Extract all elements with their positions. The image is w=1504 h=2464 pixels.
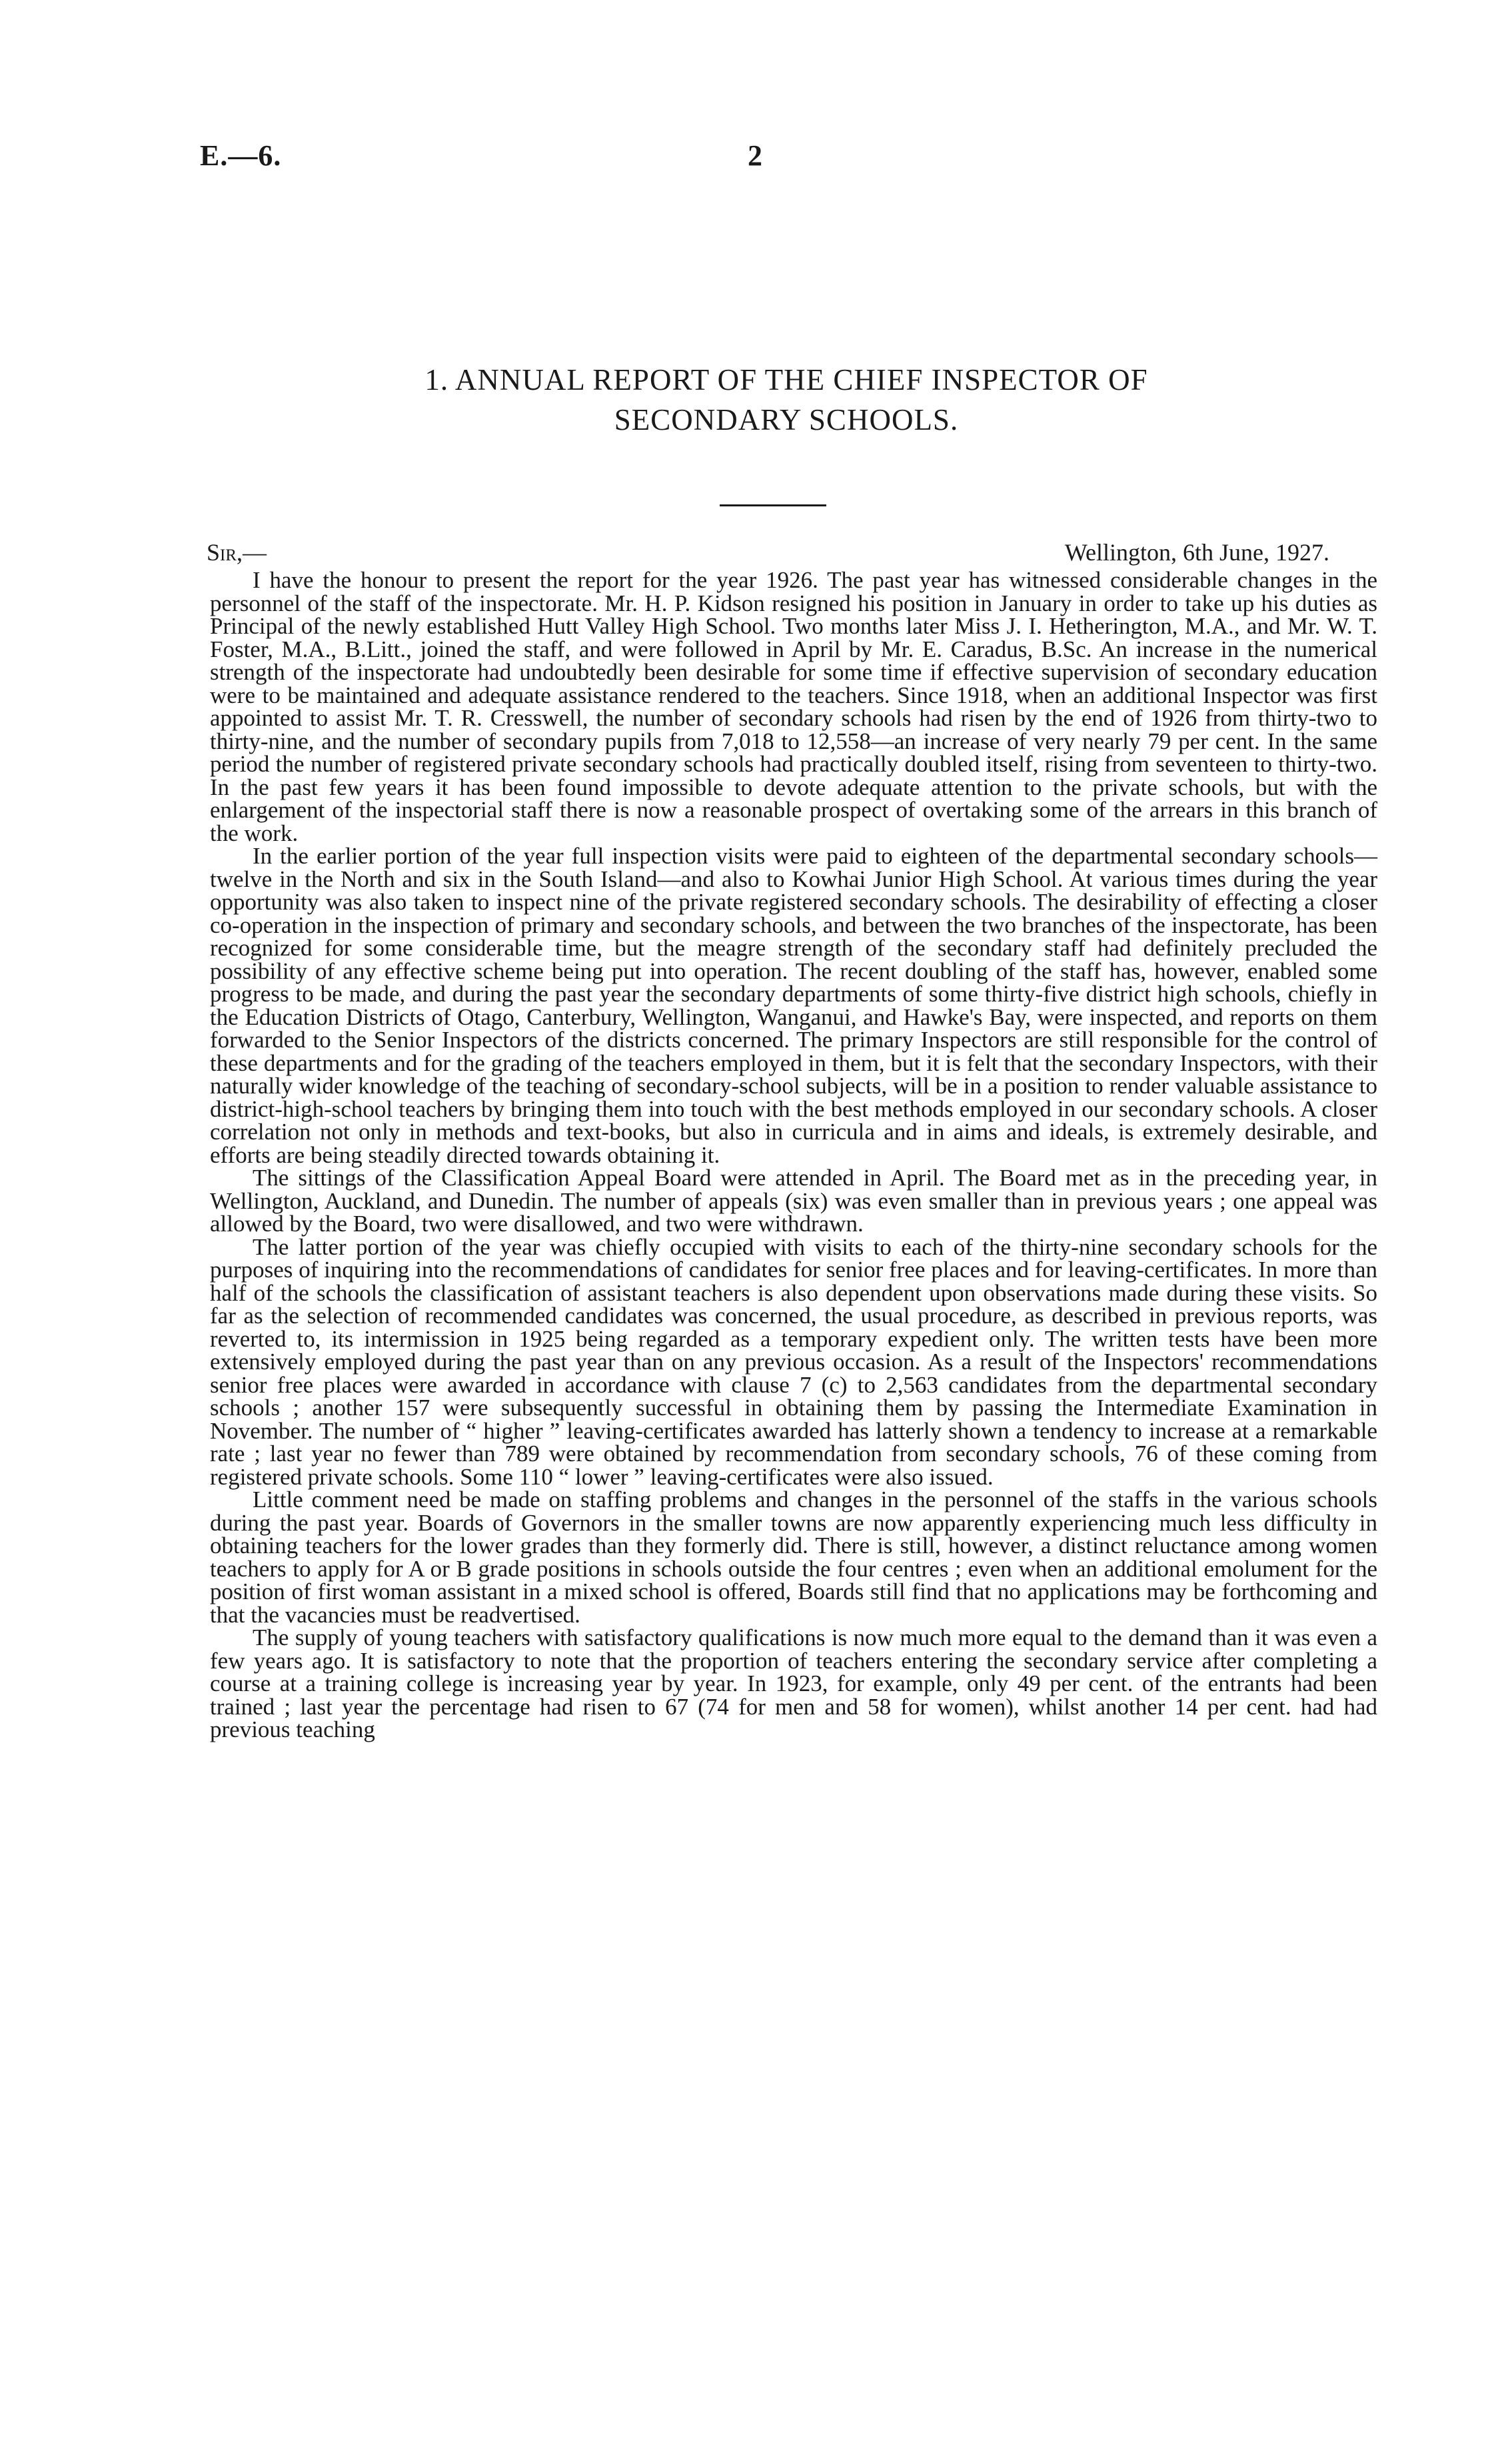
report-title-line-2: SECONDARY SCHOOLS. [614,403,959,436]
title-divider [720,504,826,506]
paragraph-inspection-visits: In the earlier portion of the year full inspection visits were paid to eighteen of the departmental secondary schools—twelve in the North and six in the South Island—and also to Kowhai Junior High School. At various times during the year opportunity was also taken to inspect nine of the private registered secondary schools. The desirability of effecting a closer co-operation in the inspection of primary and secondary schools, and between the two branches of the inspectorate, has been recognized for some considerable time, but the meagre strength of the secondary staff had definitely precluded the possibility of any effective scheme being put into operation. The recent doubling of the staff has, however, enabled some progress to be made, and during the past year the secondary departments of some thirty-five district high schools, chiefly in the Education Districts of Otago, Canterbury, Wellington, Wanganui, and Hawke's Bay, were inspected, and reports on them forwarded to the Senior Inspectors of the districts concerned. The primary Inspectors are still responsible for the control of these departments and for the grading of the teachers employed in them, but it is felt that the secondary Inspectors, with their naturally wider knowledge of the teaching of secondary-school subjects, will be in a position to render valuable assistance to district-high-school teachers by bringing them into touch with the best methods employed in our secondary schools. A closer correlation not only in methods and text-books, but also in curricula and in aims and ideals, is extremely desirable, and efforts are being steadily directed towards obtaining it. [210,843,1377,1168]
salutation: Sir,— [207,539,267,566]
report-body [210,569,1377,1742]
report-title [200,360,1373,440]
report-title-line-1: 1. ANNUAL REPORT OF THE CHIEF INSPECTOR OF [424,363,1148,396]
paragraph-staff-changes: I have the honour to present the report for the year 1926. The past year has witnessed considerable changes in the personnel of the staff of the inspectorate. Mr. H. P. Kidson resigned his position in January in order to take up his duties as Principal of the newly established Hutt Valley High School. Two months later Miss J. I. Hetherington, M.A., and Mr. W. T. Foster, M.A., B.Litt., joined the staff, and were followed in April by Mr. E. Caradus, B.Sc. An increase in the numerical strength of the inspectorate had undoubtedly been desirable for some time if effective supervision of secondary education were to be maintained and adequate assistance rendered to the teachers. Since 1918, when an additional Inspector was first appointed to assist Mr. T. R. Cresswell, the number of secondary schools had risen by the end of 1926 from thirty-two to thirty-nine, and the number of secondary pupils from 7,018 to 12,558—an increase of very nearly 79 per cent. In the same period the number of registered private secondary schools had practically doubled itself, rising from seventeen to thirty-two. In the past few years it has been found impossible to devote adequate attention to the private schools, but with the enlargement of the inspectorial staff there is now a reasonable prospect of overtaking some of the arrears in this branch of the work. [210,567,1377,846]
paragraph-teacher-supply: The supply of young teachers with satisfactory qualifications is now much more equal to the demand than it was even a few years ago. It is satisfactory to note that the proportion of teachers entering the secondary service after completing a course at a training college is increasing year by year. In 1923, for example, only 49 per cent. of the entrants had been trained ; last year the percentage had risen to 67 (74 for men and 58 for women), whilst another 14 per cent. had had previous teaching [210,1624,1377,1742]
paragraph-staffing: Little comment need be made on staffing problems and changes in the personnel of the staffs in the various schools during the past year. Boards of Governors in the smaller towns are now apparently experiencing much less difficulty in obtaining teachers for the lower grades than they formerly did. There is still, however, a distinct reluctance among women teachers to apply for A or B grade positions in schools outside the four centres ; even when an additional emolument for the position of first woman assistant in a mixed school is offered, Boards still find that no applications may be forthcoming and that the vacancies must be readvertised. [210,1487,1377,1628]
paragraph-free-places: The latter portion of the year was chiefly occupied with visits to each of the thirty-nine secondary schools for the purposes of inquiring into the recommendations of candidates for senior free places and for leaving-certificates. In more than half of the schools the classification of assistant teachers is also dependent upon observations made during these visits. So far as the selection of recommended candidates was concerned, the usual procedure, as described in previous reports, was reverted to, its intermission in 1925 being regarded as a temporary expedient only. The written tests have been more extensively employed during the past year than on any previous occasion. As a result of the Inspectors' recommendations senior free places were awarded in accordance with clause 7 (c) to 2,563 candidates from the departmental secondary schools ; another 157 were subsequently successful in obtaining them by passing the Intermediate Examination in November. The number of “ higher ” leaving-certificates awarded has latterly shown a tendency to increase at a remarkable rate ; last year no fewer than 789 were obtained by recommendation from secondary schools, 76 of these coming from registered private schools. Some 110 “ lower ” leaving-certificates were also issued. [210,1233,1377,1490]
letter-date: Wellington, 6th June, 1927. [1064,539,1329,566]
paragraph-appeal-board: The sittings of the Classification Appeal Board were attended in April. The Board met as in the preceding year, in Wellington, Auckland, and Dunedin. The number of appeals (six) was even smaller than in previous years ; one appeal was allowed by the Board, two were disallowed, and two were withdrawn. [210,1165,1377,1237]
document-reference: E.—6. [200,139,282,172]
page-number: 2 [748,139,762,172]
